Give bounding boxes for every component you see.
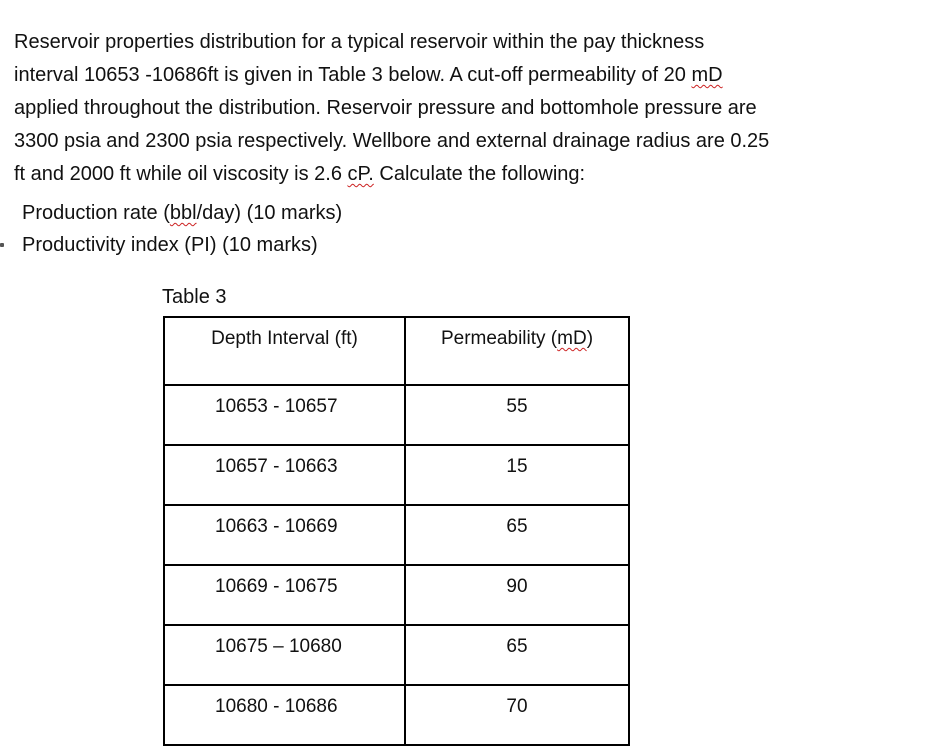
table-row [164, 505, 629, 565]
paragraph-line: Reservoir properties distribution for a typical reservoir within the pay thickness [14, 31, 705, 53]
depth-cell: 10653 - 10657 [164, 385, 405, 445]
perm-cell: 65 [405, 625, 629, 685]
table-header-row [164, 317, 629, 385]
table-row [164, 445, 629, 505]
perm-cell: 70 [405, 685, 629, 745]
paragraph-line [14, 158, 914, 191]
task-item-production-rate [22, 197, 342, 229]
spellcheck-word: bbl [169, 202, 197, 224]
paragraph-text: interval 10653 -10686ft is given in Table 3 below. A cut-off permeability of 20 [14, 64, 692, 86]
table-row [164, 685, 629, 745]
problem-paragraph [14, 26, 914, 191]
table-caption: Table 3 [162, 286, 227, 308]
paragraph-text: Calculate the following: [373, 163, 586, 185]
task-text: Production rate ( [22, 202, 170, 224]
spellcheck-word: mD [691, 64, 723, 86]
header-text: ) [586, 328, 594, 349]
depth-cell: 10675 – 10680 [164, 625, 405, 685]
paragraph-line: 3300 psia and 2300 psia respectively. Wellbore and external drainage radius are 0.25 [14, 130, 770, 152]
table-row [164, 625, 629, 685]
header-depth-interval: Depth Interval (ft) [164, 317, 405, 385]
depth-cell: 10669 - 10675 [164, 565, 405, 625]
header-permeability [405, 317, 629, 385]
header-text: Permeability ( [440, 328, 558, 349]
task-item-productivity-index [22, 229, 342, 261]
task-list [22, 197, 342, 261]
perm-cell: 90 [405, 565, 629, 625]
spellcheck-word: mD [557, 328, 587, 349]
depth-cell: 10663 - 10669 [164, 505, 405, 565]
task-text: Productivity index (PI) (10 marks) [22, 234, 318, 256]
paragraph-line [14, 59, 914, 92]
perm-cell: 15 [405, 445, 629, 505]
bullet-icon [0, 243, 4, 247]
spellcheck-word: cP. [347, 163, 374, 185]
paragraph-text: ft and 2000 ft while oil viscosity is 2.6 [14, 163, 348, 185]
perm-cell: 55 [405, 385, 629, 445]
table-row [164, 385, 629, 445]
paragraph-line: applied throughout the distribution. Reservoir pressure and bottomhole pressure are [14, 97, 757, 119]
task-text: /day) (10 marks) [196, 202, 343, 224]
perm-cell: 65 [405, 505, 629, 565]
depth-cell: 10657 - 10663 [164, 445, 405, 505]
table-row [164, 565, 629, 625]
depth-cell: 10680 - 10686 [164, 685, 405, 745]
permeability-table [163, 316, 630, 746]
